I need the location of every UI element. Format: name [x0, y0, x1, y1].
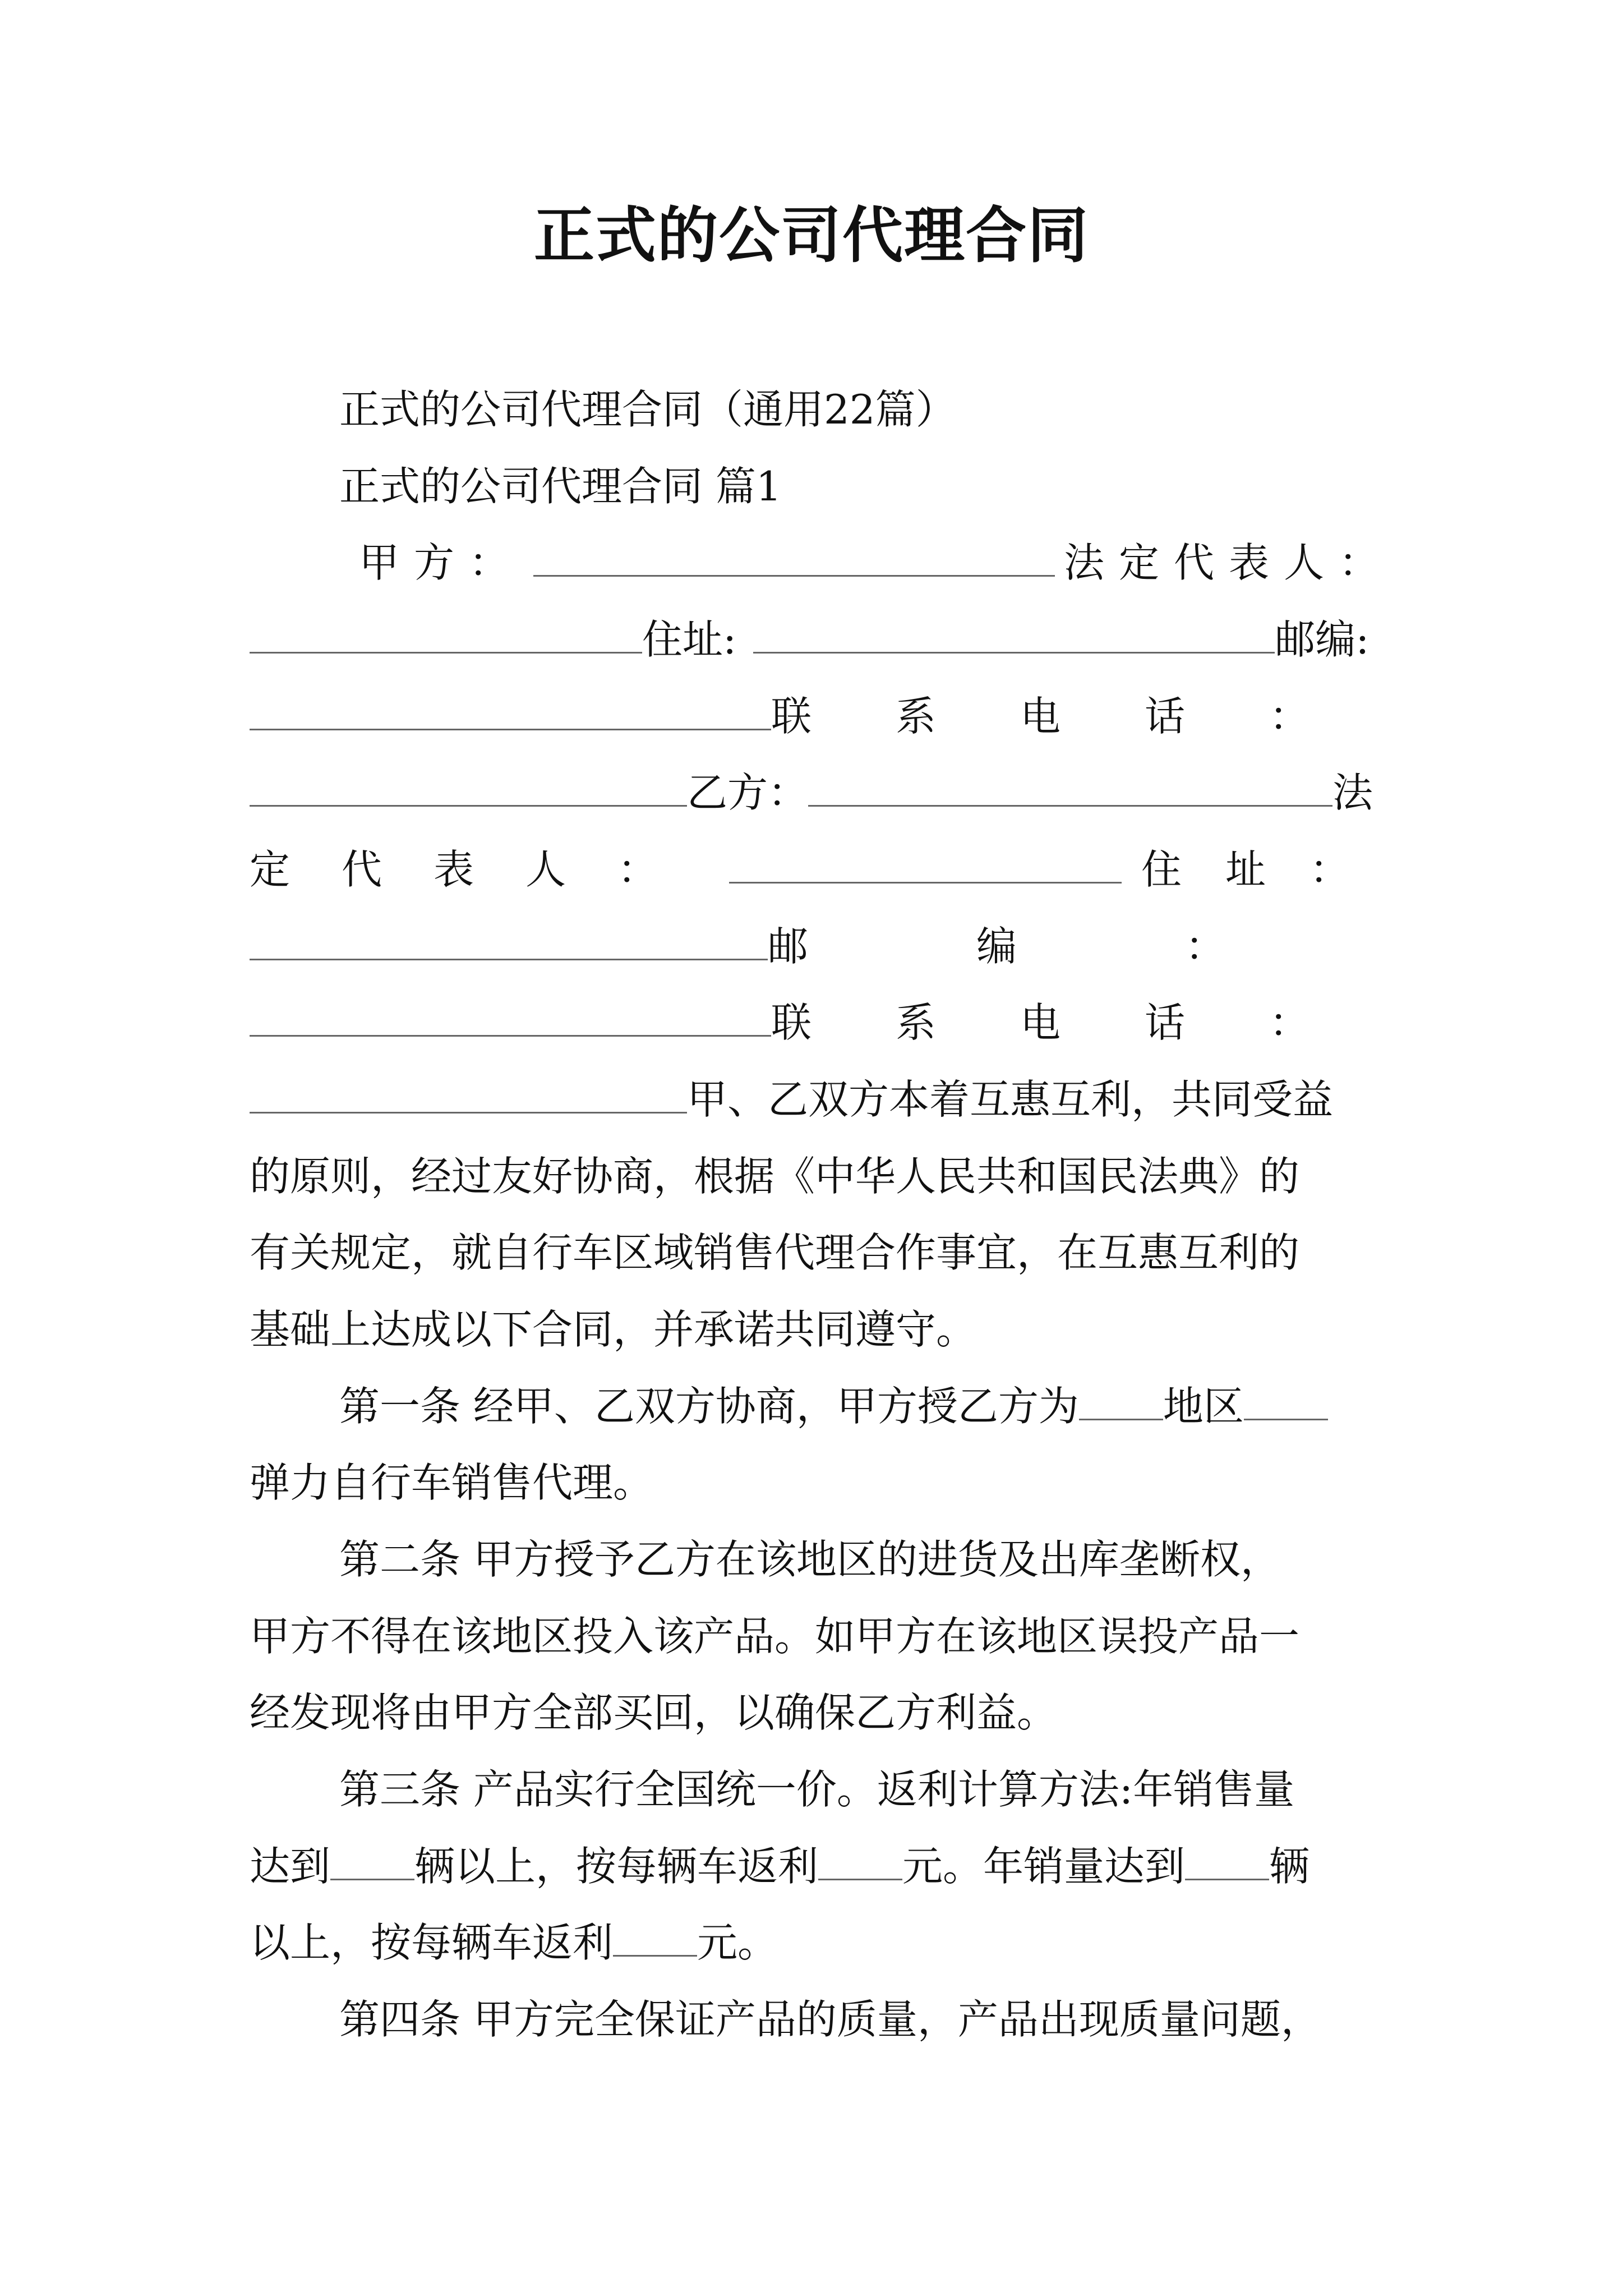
article-2-line-2: 甲方不得在该地区投入该产品。如甲方在该地区误投产品一	[250, 1613, 1300, 1660]
article-3-line-2	[250, 1835, 1394, 1897]
article-3-line-1: 第三条 产品实行全国统一价。返利计算方法:年销售量	[339, 1766, 1295, 1813]
article-1-text-1: 第一条 经甲、乙双方协商，甲方授乙方为	[339, 1383, 1079, 1430]
party-b-legal-rep-blank	[729, 839, 1122, 884]
article-3-blank-3	[1185, 1836, 1269, 1880]
party-a-legal-rep-label: 法定代表人：	[1063, 539, 1394, 586]
article-3-text-a: 达到	[250, 1843, 331, 1890]
article-3-line-3	[250, 1912, 1394, 1973]
article-1-region-blank	[1079, 1376, 1163, 1420]
article-1-line-2: 弹力自行车销售代理。	[250, 1459, 654, 1506]
party-b-row-2	[250, 839, 1394, 900]
party-b-label: 乙方：	[687, 769, 809, 816]
article-3-text-d: 辆	[1269, 1843, 1310, 1890]
party-a-address-blank	[753, 609, 1275, 654]
party-b-row-1	[250, 762, 1394, 823]
party-b-address-blank	[250, 916, 768, 960]
party-a-phone-blank	[250, 762, 687, 807]
party-a-row-1	[359, 532, 1394, 593]
party-a-legal-rep-blank	[250, 609, 642, 654]
preamble-line-2: 的原则，经过友好协商，根据《中华人民共和国民法典》的	[250, 1153, 1300, 1200]
party-b-phone-blank	[250, 1069, 687, 1114]
preamble-line-1	[250, 1069, 1394, 1130]
party-b-legal-rep-label: 定代表人：	[250, 846, 710, 893]
party-b-address-label: 住址：	[1141, 846, 1394, 893]
party-b-row-3	[250, 915, 1394, 977]
preamble-line-4: 基础上达成以下合同，并承诺共同遵守。	[250, 1306, 977, 1353]
article-3-text-e: 以上，按每辆车返利	[250, 1919, 614, 1966]
article-3-blank-4	[613, 1912, 697, 1957]
article-2-line-3: 经发现将由甲方全部买回，以确保乙方利益。	[250, 1689, 1058, 1736]
party-a-phone-label: 联系电话：	[771, 693, 1394, 740]
article-3-text-b: 辆以上，按每辆车返利	[414, 1843, 819, 1890]
party-a-row-2	[250, 609, 1394, 670]
section-heading: 正式的公司代理合同 篇1	[339, 463, 782, 510]
party-b-postcode-blank	[250, 992, 771, 1037]
document-subtitle: 正式的公司代理合同（通用22篇）	[339, 386, 956, 433]
party-b-postcode-label: 邮编：	[767, 923, 1394, 970]
party-a-address-label: 住址:	[642, 616, 737, 663]
article-1-line-1	[339, 1375, 1394, 1437]
party-a-label: 甲方：	[359, 539, 524, 586]
party-a-postcode-blank	[250, 686, 771, 730]
article-3-text-f: 元。	[697, 1919, 778, 1966]
article-3-text-c: 元。年销量达到	[902, 1843, 1186, 1890]
article-3-blank-2	[818, 1836, 902, 1880]
document-title: 正式的公司代理合同	[533, 200, 1089, 271]
party-b-legal-rep-label-start: 法	[1332, 769, 1373, 816]
party-b-phone-label: 联系电话：	[771, 999, 1394, 1046]
party-b-name-blank	[808, 762, 1332, 807]
preamble-line-3: 有关规定，就自行车区域销售代理合作事宜，在互惠互利的	[250, 1229, 1300, 1276]
party-b-row-4	[250, 992, 1394, 1053]
party-a-row-3	[250, 685, 1394, 747]
article-2-line-1: 第二条 甲方授予乙方在该地区的进货及出库垄断权，	[339, 1536, 1281, 1583]
article-1-text-2: 地区	[1163, 1383, 1244, 1430]
article-1-brand-blank	[1244, 1376, 1328, 1420]
article-3-blank-1	[330, 1836, 414, 1880]
preamble-text-1: 甲、乙双方本着互惠互利，共同受益	[687, 1076, 1334, 1123]
party-a-postcode-label: 邮编:	[1275, 616, 1370, 663]
party-a-name-blank	[533, 532, 1055, 577]
article-4-line-1: 第四条 甲方完全保证产品的质量，产品出现质量问题，	[339, 1996, 1321, 2043]
